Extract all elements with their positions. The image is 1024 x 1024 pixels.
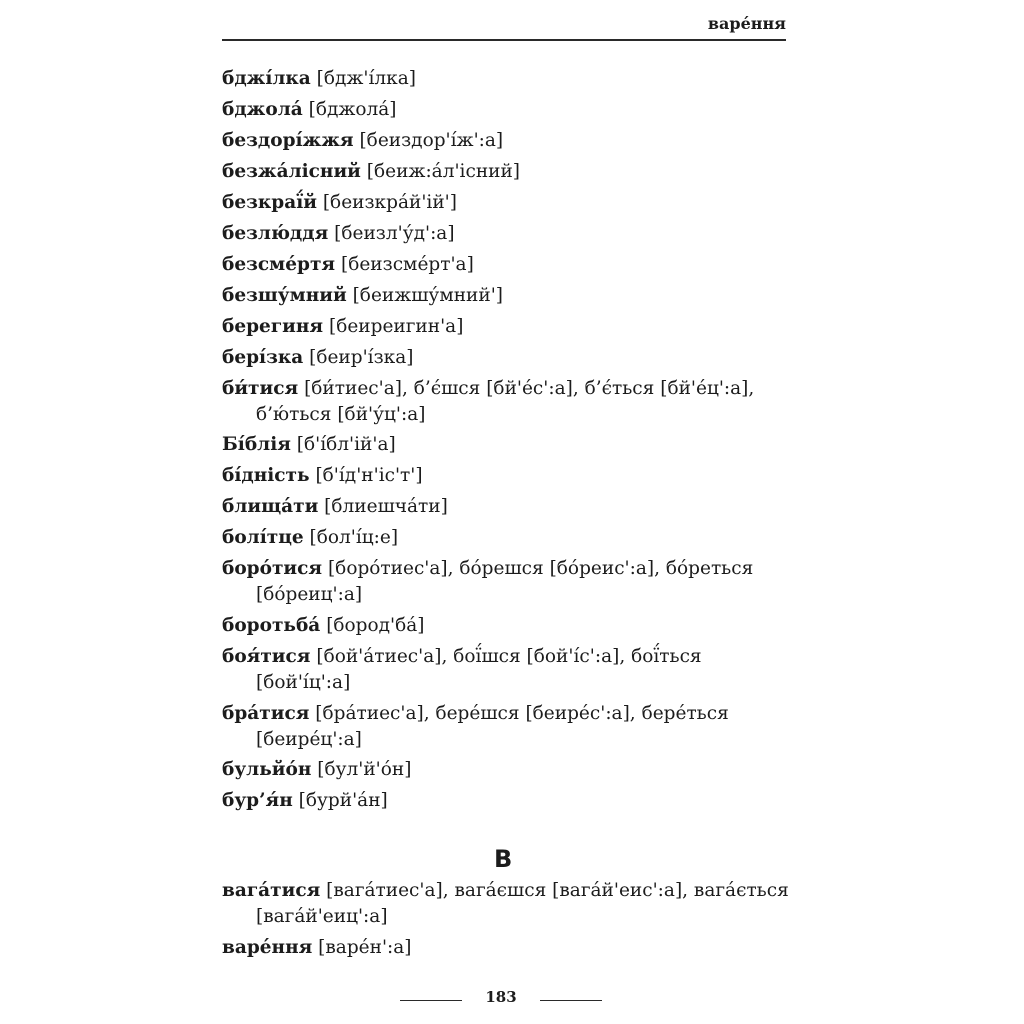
transcription: [беиздор'і́ж':а] (353, 130, 504, 151)
transcription: [беизсме́рт'а] (335, 254, 474, 275)
folio-rule-right (540, 1000, 602, 1001)
transcription: [би́тиес'а], б’є́шся [бй'е́с':а], б’є́ться [бй'е́ц':а], (298, 378, 755, 399)
transcription: [вага́тиес'а], вага́єшся [вага́й'еис':а], вага́ється (320, 880, 789, 901)
transcription-continued: [бой'і́ц':а] (256, 672, 351, 693)
headword: бджі́лка (222, 68, 311, 89)
entry (222, 314, 788, 340)
headword: бра́тися (222, 703, 310, 724)
transcription: [б'і́д'н'іс'т'] (309, 465, 423, 486)
headword: бульйо́н (222, 759, 312, 780)
transcription-continued: б’ю́ться [бй'у́ц':а] (256, 404, 426, 425)
transcription: [варе́н':а] (312, 937, 412, 958)
entry (222, 701, 788, 753)
transcription: [беижшу́мний'] (346, 285, 504, 306)
transcription: [беиреигин'а] (323, 316, 464, 337)
transcription: [бджола́] (302, 99, 397, 120)
transcription-continued: [беире́ц':а] (256, 729, 362, 750)
page-number: 183 (485, 988, 517, 1006)
entry (222, 159, 788, 185)
headword: бур’я́н (222, 790, 293, 811)
entry (222, 97, 788, 123)
page-number-block (400, 988, 602, 1012)
entry (222, 376, 788, 428)
headword: блища́ти (222, 496, 319, 517)
headword: бджола́ (222, 99, 303, 120)
transcription: [беир'і́зка] (303, 347, 414, 368)
headword: болі́тце (222, 527, 304, 548)
section-letter: В (494, 845, 513, 873)
entry (222, 252, 788, 278)
headword: вага́тися (222, 880, 321, 901)
entry (222, 66, 788, 92)
headword: боротьба́ (222, 615, 321, 636)
transcription: [бород'ба́] (320, 615, 425, 636)
headword: безшу́мний (222, 285, 347, 306)
headword: безлю́ддя (222, 223, 329, 244)
transcription: [беиж:а́л'існий] (360, 161, 521, 182)
transcription: [боро́тиес'а], бо́решся [бо́реис':а], бо́реться (322, 558, 754, 579)
headword: боро́тися (222, 558, 323, 579)
headword: берегиня (222, 316, 324, 337)
entry (222, 525, 788, 551)
entry (222, 556, 788, 608)
running-head: варе́ння (707, 14, 786, 33)
transcription: [беизл'у́д':а] (328, 223, 455, 244)
entry (222, 432, 788, 458)
headword: варе́ння (222, 937, 313, 958)
entry (222, 878, 788, 930)
headword: бі́дність (222, 465, 310, 486)
headword: бері́зка (222, 347, 304, 368)
headword: безсме́ртя (222, 254, 336, 275)
transcription-continued: [вага́й'еиц':а] (256, 906, 388, 927)
headword: бездорі́жжя (222, 130, 354, 151)
headword: безкраї́й (222, 192, 317, 213)
entry (222, 463, 788, 489)
headword: Бі́блія (222, 434, 291, 455)
transcription: [б'і́бл'ій'а] (290, 434, 396, 455)
entry (222, 644, 788, 696)
entry (222, 190, 788, 216)
transcription: [бурй'а́н] (292, 790, 388, 811)
headword: боя́тися (222, 646, 311, 667)
transcription: [бул'й'о́н] (311, 759, 412, 780)
headword: би́тися (222, 378, 299, 399)
entry (222, 128, 788, 154)
entry (222, 757, 788, 783)
transcription: [блиешча́ти] (318, 496, 448, 517)
entry (222, 494, 788, 520)
entry (222, 935, 788, 961)
entry (222, 345, 788, 371)
entry (222, 788, 788, 814)
entry (222, 221, 788, 247)
transcription-continued: [бо́реиц':а] (256, 584, 363, 605)
transcription: [бой'а́тиес'а], бої́шся [бой'і́с':а], бої́ться (310, 646, 702, 667)
transcription: [беизкра́й'ій'] (316, 192, 457, 213)
header-rule (222, 39, 786, 41)
headword: безжа́лісний (222, 161, 361, 182)
entry (222, 283, 788, 309)
entry (222, 613, 788, 639)
transcription: [бол'і́ц:е] (303, 527, 399, 548)
transcription: [бра́тиес'а], бере́шся [беире́с':а], бере́ться (309, 703, 729, 724)
transcription: [бдж'і́лка] (310, 68, 416, 89)
